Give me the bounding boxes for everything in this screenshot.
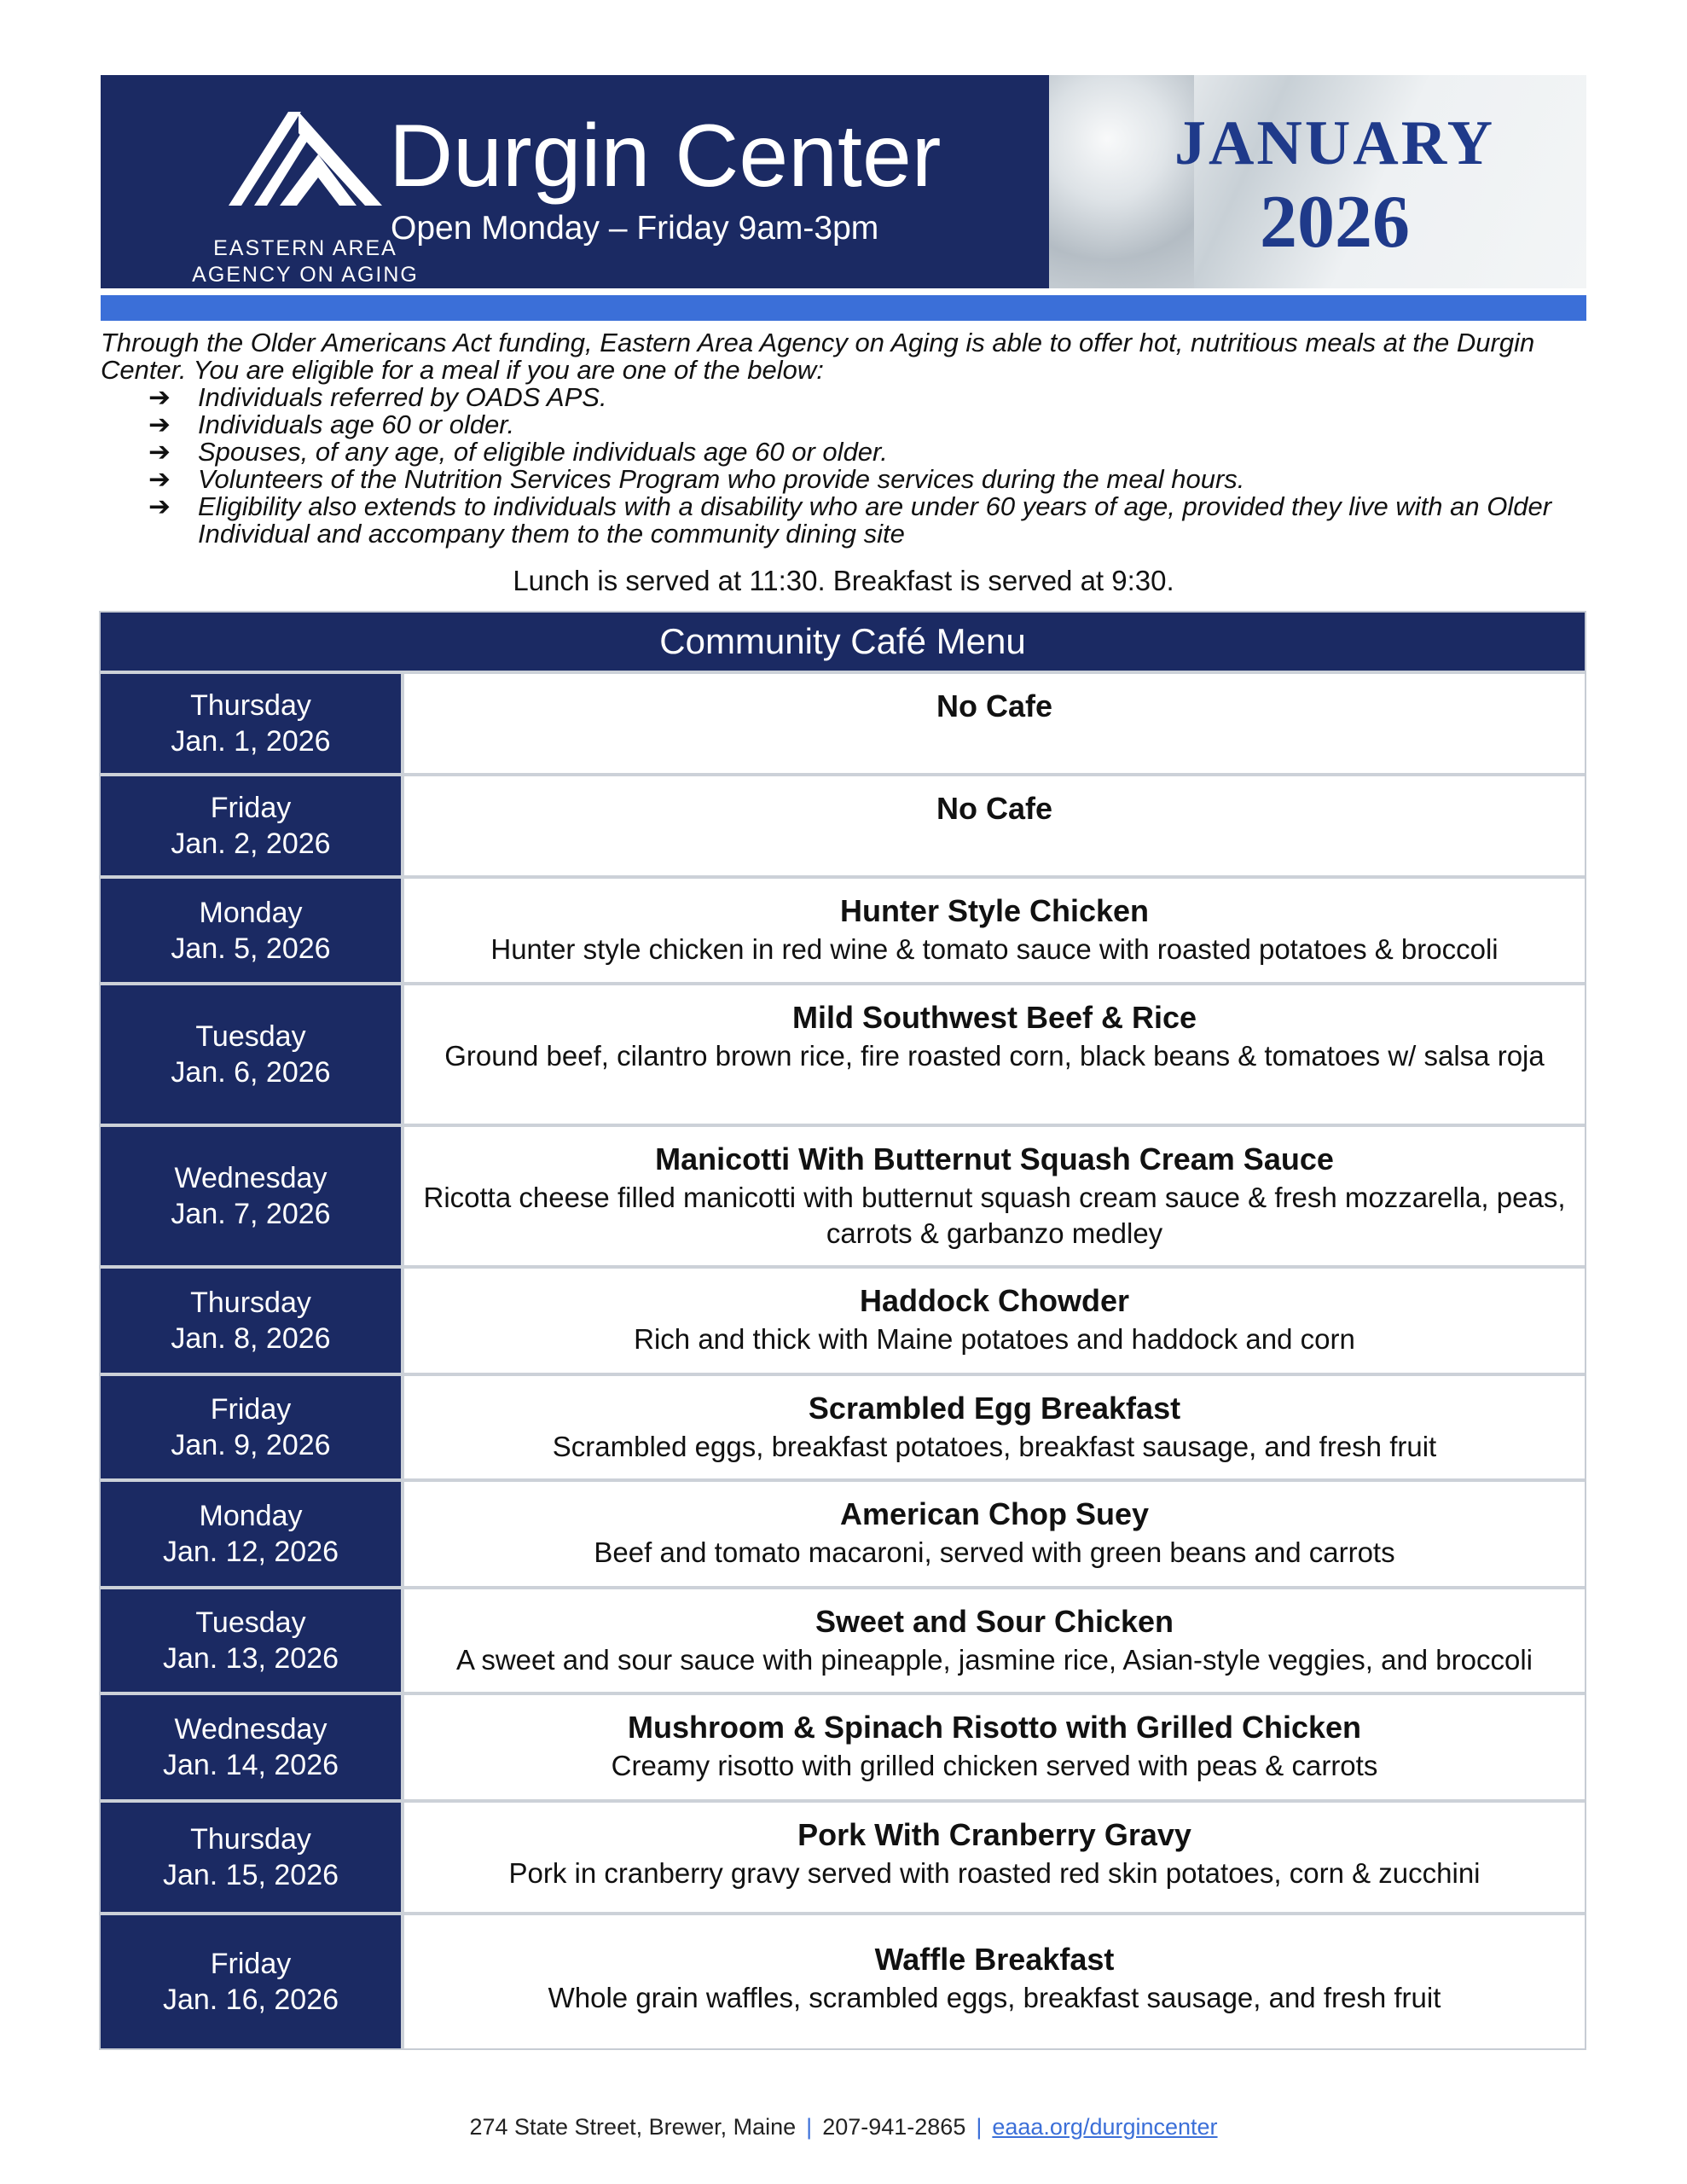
- menu-date: Thursday Jan. 8, 2026: [101, 1269, 404, 1373]
- arrow-icon: ➔: [148, 410, 171, 439]
- table-row: [101, 1586, 1585, 1692]
- menu-dish: [404, 1589, 1585, 1692]
- dish-description: Whole grain waffles, scrambled eggs, breakfast sausage, and fresh fruit: [548, 1982, 1441, 2013]
- list-item: ➔ Spouses, of any age, of eligible individuals age 60 or older.: [148, 437, 888, 467]
- table-row: [101, 1124, 1585, 1265]
- dish-name: Sweet and Sour Chicken: [815, 1604, 1174, 1639]
- table-row: [101, 1692, 1585, 1799]
- menu-dish: [404, 985, 1585, 1124]
- dish-name: American Chop Suey: [839, 1496, 1150, 1531]
- footer-phone: 207-941-2865: [822, 2114, 966, 2140]
- menu-dish: [404, 1695, 1585, 1799]
- eligibility-list: [101, 384, 1593, 548]
- website-link[interactable]: eaaa.org/durgincenter: [992, 2114, 1218, 2140]
- table-row: [101, 1373, 1585, 1478]
- dish-name: Waffle Breakfast: [874, 1942, 1115, 1977]
- eligibility-intro: [101, 329, 1593, 548]
- menu-date: Friday Jan. 9, 2026: [101, 1376, 404, 1478]
- table-row: [101, 1478, 1585, 1586]
- table-row: [101, 875, 1585, 982]
- mountain-logo-icon: [220, 99, 391, 210]
- arrow-icon: ➔: [148, 437, 171, 467]
- arrow-icon: ➔: [148, 491, 171, 521]
- footer-separator: |: [806, 2114, 813, 2140]
- menu-date: Tuesday Jan. 13, 2026: [101, 1589, 404, 1692]
- menu-date: Thursday Jan. 15, 2026: [101, 1803, 404, 1912]
- table-row: [101, 773, 1585, 875]
- table-row: [101, 1799, 1585, 1912]
- footer-address: 274 State Street, Brewer, Maine: [469, 2114, 797, 2140]
- menu-date: Monday Jan. 5, 2026: [101, 879, 404, 982]
- dish-description: Scrambled eggs, breakfast potatoes, breakfast sausage, and fresh fruit: [552, 1431, 1437, 1462]
- footer-separator: |: [976, 2114, 983, 2140]
- dish-name: No Cafe: [936, 791, 1053, 826]
- table-row: [101, 982, 1585, 1124]
- opening-hours: Open Monday – Friday 9am-3pm: [391, 210, 879, 247]
- dish-name: Manicotti With Butternut Squash Cream Sauce: [655, 1141, 1334, 1176]
- menu-date: Tuesday Jan. 6, 2026: [101, 985, 404, 1124]
- logo-text-line2: AGENCY ON AGING: [192, 263, 419, 287]
- menu-dish: [404, 1376, 1585, 1478]
- list-item: ➔ Individuals referred by OADS APS.: [148, 382, 607, 412]
- table-row: [101, 1265, 1585, 1373]
- dish-description: A sweet and sour sauce with pineapple, jasmine rice, Asian-style veggies, and broccoli: [455, 1644, 1533, 1676]
- menu-date: Friday Jan. 2, 2026: [101, 776, 404, 875]
- accent-bar: [101, 295, 1586, 321]
- table-row: [101, 671, 1585, 773]
- page-header: [101, 75, 1586, 288]
- menu-date: Friday Jan. 16, 2026: [101, 1915, 404, 2048]
- meal-times: Lunch is served at 11:30. Breakfast is served at 9:30.: [513, 565, 1174, 596]
- menu-date: Wednesday Jan. 14, 2026: [101, 1695, 404, 1799]
- dish-name: No Cafe: [936, 688, 1053, 723]
- menu-dish: [404, 1803, 1585, 1912]
- page-title: Durgin Center: [389, 107, 942, 206]
- month-panel: [1049, 75, 1586, 288]
- menu-dish: [404, 1269, 1585, 1373]
- dish-description: Rich and thick with Maine potatoes and haddock and corn: [634, 1323, 1355, 1355]
- table-row: [101, 1912, 1585, 2048]
- menu-dish: [404, 1915, 1585, 2048]
- menu-dish: [404, 1127, 1585, 1265]
- dish-name: Mild Southwest Beef & Rice: [791, 1000, 1197, 1035]
- month-year: 2026: [1260, 181, 1410, 264]
- page-footer: [0, 2114, 1687, 2140]
- menu-title: Community Café Menu: [101, 613, 1585, 671]
- menu-dish: [404, 879, 1585, 982]
- menu-date: Monday Jan. 12, 2026: [101, 1482, 404, 1586]
- dish-description: Hunter style chicken in red wine & tomato sauce with roasted potatoes & broccoli: [490, 933, 1499, 965]
- header-banner: [101, 75, 1049, 288]
- intro-text: Through the Older Americans Act funding, Eastern Area Agency on Aging is able to offer hot, nutritious meals at the Durgin Center. You are eligible for a meal if you are one of the below:: [101, 328, 1535, 385]
- list-item: ➔ Eligibility also extends to individuals with a disability who are under 60 years of age, provided they live with an Older Individual and accompany them to the community dining site: [148, 491, 1552, 549]
- arrow-icon: ➔: [148, 382, 171, 412]
- dish-description: Creamy risotto with grilled chicken served with peas & carrots: [611, 1750, 1378, 1781]
- logo-text-line1: EASTERN AREA: [213, 236, 397, 260]
- list-item: ➔ Volunteers of the Nutrition Services Program who provide services during the meal hours.: [148, 464, 1245, 494]
- menu-dish: [404, 674, 1585, 773]
- month-name: JANUARY: [1174, 108, 1496, 178]
- menu-dish: [404, 776, 1585, 875]
- arrow-icon: ➔: [148, 464, 171, 494]
- list-item: ➔ Individuals age 60 or older.: [148, 410, 515, 439]
- agency-logo: [177, 99, 419, 287]
- dish-description: Ricotta cheese filled manicotti with butternut squash cream sauce & fresh mozzarella, peas, carrots & garbanzo medley: [423, 1182, 1566, 1249]
- dish-name: Scrambled Egg Breakfast: [808, 1391, 1181, 1426]
- dish-description: Beef and tomato macaroni, served with green beans and carrots: [594, 1536, 1395, 1568]
- dish-description: Ground beef, cilantro brown rice, fire roasted corn, black beans & tomatoes w/ salsa roja: [444, 1040, 1545, 1072]
- cafe-menu-table: [99, 611, 1586, 2050]
- dish-name: Pork With Cranberry Gravy: [797, 1817, 1191, 1852]
- menu-date: Thursday Jan. 1, 2026: [101, 674, 404, 773]
- dish-description: Pork in cranberry gravy served with roasted red skin potatoes, corn & zucchini: [508, 1857, 1481, 1889]
- menu-date: Wednesday Jan. 7, 2026: [101, 1127, 404, 1265]
- dish-name: Mushroom & Spinach Risotto with Grilled Chicken: [627, 1710, 1362, 1745]
- dish-name: Haddock Chowder: [859, 1283, 1130, 1318]
- dish-name: Hunter Style Chicken: [839, 893, 1150, 928]
- menu-dish: [404, 1482, 1585, 1586]
